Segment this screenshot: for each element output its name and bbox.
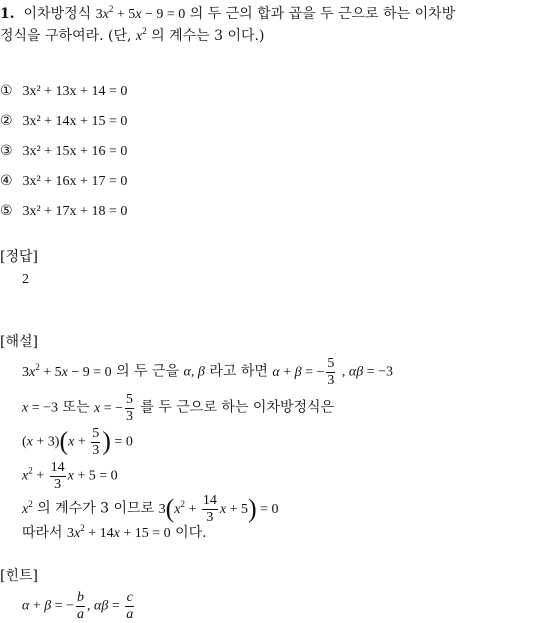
- option-marker: ②: [0, 113, 13, 129]
- explanation-line-1: [22, 356, 393, 389]
- explanation-text: 따라서: [22, 525, 63, 541]
- option-5[interactable]: [0, 201, 127, 222]
- option-2[interactable]: [0, 111, 127, 132]
- fraction: $\frac{5}{3}$: [92, 426, 100, 458]
- question-equation: $3x^2 + 5x - 9 = 0$: [95, 4, 186, 22]
- hint-formula: α + β = − $\frac{b}{a}$ , αβ = $\frac{c}{a}$: [22, 590, 134, 622]
- option-1[interactable]: [0, 81, 127, 102]
- fraction: $\frac{14}{3}$: [50, 460, 65, 492]
- option-equation: 3x² + 13x + 14 = 0: [22, 84, 128, 99]
- option-marker: ⑤: [0, 203, 13, 219]
- question-stem-part: 의 계수는 3 이다.): [151, 28, 265, 44]
- explanation-line-5: [22, 493, 279, 526]
- answer-label: [정답]: [0, 249, 38, 265]
- question-stem-part: 정식을 구하여라. (단,: [0, 28, 132, 44]
- explanation-root-1: x = −3: [22, 400, 59, 416]
- fraction: $\frac{14}{3}$: [202, 493, 217, 525]
- option-4[interactable]: [0, 171, 127, 192]
- option-marker: ①: [0, 83, 13, 99]
- explanation-text: 의 두 근을: [116, 363, 180, 380]
- answer-value: 2: [22, 272, 29, 287]
- fraction: $\frac{5}{3}$: [327, 356, 335, 388]
- explanation-root-2: x = − $\frac{5}{3}$: [93, 392, 133, 424]
- explanation-text: 또는: [62, 399, 90, 416]
- hint-label: [힌트]: [0, 568, 38, 584]
- explanation-text: 라고 하면: [209, 363, 268, 380]
- fraction: $\frac{b}{a}$: [77, 590, 85, 622]
- question-line-1: [0, 4, 455, 25]
- explanation-scaled-equation: $3(x^2$ + $\frac{14}{3}$ x + 5) = 0: [158, 493, 279, 525]
- question-condition-term: $x^2$: [135, 26, 147, 44]
- explanation-label: [해설]: [0, 334, 38, 350]
- fraction: $\frac{c}{a}$: [126, 590, 134, 622]
- question-number: 1.: [0, 6, 15, 22]
- explanation-text: 의 계수가 3 이므로: [37, 500, 155, 517]
- explanation-text: 이다.: [175, 525, 207, 541]
- explanation-final-equation: $3x^2 + 14x + 15 = 0$: [67, 523, 171, 541]
- question-stem-part: 의 두 근의 합과 곱을 두 근으로 하는 이차방: [189, 6, 456, 22]
- fraction: $\frac{5}{3}$: [126, 392, 133, 424]
- option-marker: ③: [0, 143, 13, 159]
- question-stem-part: 이차방정식: [23, 6, 92, 22]
- option-equation: 3x² + 17x + 18 = 0: [22, 204, 128, 219]
- explanation-line-6: [22, 523, 207, 544]
- explanation-line-4: $x^2$ + $\frac{14}{3}$ x + 5 = 0: [22, 460, 118, 492]
- explanation-term: $x^2$: [22, 498, 33, 517]
- option-equation: 3x² + 15x + 16 = 0: [22, 144, 128, 159]
- option-equation: 3x² + 16x + 17 = 0: [22, 174, 128, 189]
- option-3[interactable]: [0, 141, 127, 162]
- explanation-sum: α + β = − $\frac{5}{3}$: [272, 356, 335, 388]
- question-line-2: [0, 26, 264, 47]
- explanation-line-2: [22, 392, 334, 425]
- explanation-text: 를 두 근으로 하는 이차방정식은: [140, 399, 335, 416]
- option-equation: 3x² + 14x + 15 = 0: [22, 114, 128, 129]
- explanation-product: , αβ = −3: [341, 364, 393, 380]
- explanation-roots: α, β: [183, 364, 205, 380]
- option-marker: ④: [0, 173, 13, 189]
- explanation-equation: $3x^2 + 5x - 9 = 0$: [22, 361, 112, 380]
- explanation-line-3: (x + 3)(x + $\frac{5}{3}$ ) = 0: [22, 426, 133, 458]
